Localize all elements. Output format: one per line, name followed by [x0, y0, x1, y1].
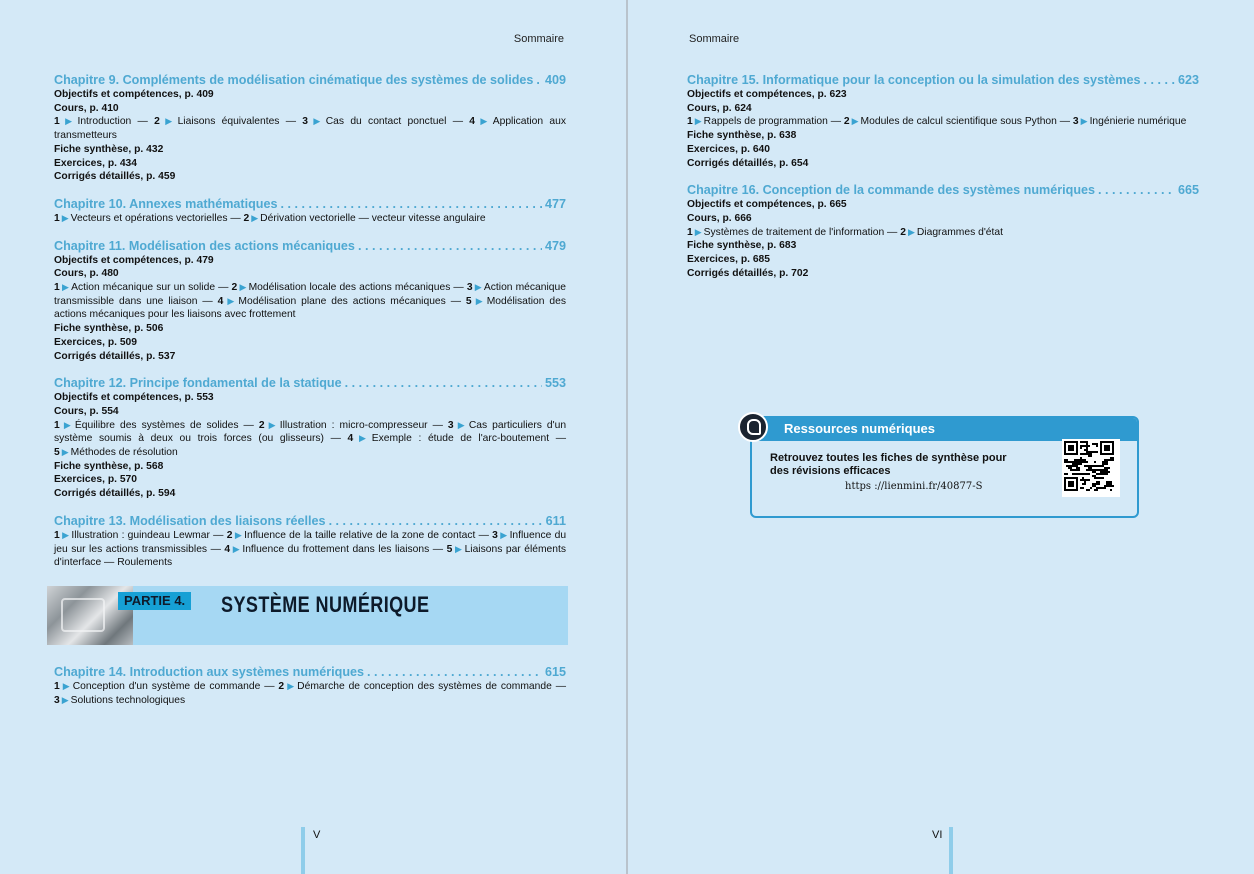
topic-text: Modélisation des actions mécaniques pour les liaisons avec frottement	[54, 295, 567, 321]
arrow-right-icon: ▶	[455, 419, 467, 430]
topic-text: Rappels de programmation —	[703, 116, 842, 128]
topic-item	[244, 213, 486, 224]
chapter-page: 611	[545, 513, 566, 528]
arrow-right-icon: ▶	[61, 419, 73, 430]
topic-text: Action mécanique transmissible dans une liaison —	[54, 282, 566, 307]
right-page	[628, 0, 1254, 874]
arrow-right-icon: ▶	[232, 543, 241, 554]
arrow-right-icon: ▶	[251, 212, 259, 223]
running-head: Sommaire	[513, 33, 564, 45]
arrow-right-icon: ▶	[61, 282, 70, 293]
chapter-title-text: Chapitre 15. Informatique pour la conception ou la simulation des systèmes	[687, 73, 1141, 87]
chapter-title[interactable]	[54, 376, 566, 391]
arrow-right-icon: ▶	[499, 529, 508, 540]
topic-text: Cas particuliers d'un système soumis à deux ou trois forces (ou glisseurs) —	[54, 419, 567, 445]
topic-item	[54, 116, 154, 127]
topic-item	[54, 681, 278, 692]
chapter-entry	[54, 665, 566, 707]
arrow-right-icon: ▶	[286, 681, 296, 691]
topic-number: 3	[492, 529, 498, 541]
topic-list	[687, 226, 1199, 240]
toc-line: Fiche synthèse, p. 432	[54, 143, 164, 155]
topic-item	[278, 681, 566, 692]
topic-list	[687, 115, 1199, 129]
topic-number: 1	[54, 419, 60, 431]
chapter-entry	[54, 197, 566, 226]
toc-line: Fiche synthèse, p. 638	[687, 130, 797, 142]
arrow-right-icon: ▶	[454, 543, 463, 554]
leader-dots	[281, 197, 542, 212]
topic-text: Cas du contact ponctuel —	[325, 116, 463, 128]
topic-list	[54, 419, 566, 460]
topic-number: 5	[465, 295, 472, 307]
topic-number: 1	[54, 529, 60, 541]
toc-line: Corrigés détaillés, p. 594	[54, 488, 176, 500]
topic-number: 1	[54, 116, 60, 128]
topic-number: 3	[302, 116, 309, 128]
topic-text: Conception d'un système de commande —	[72, 681, 275, 692]
page-number: V	[313, 829, 321, 841]
chapter-entry	[54, 376, 566, 501]
topic-text: Systèmes de traitement de l'information —	[703, 226, 898, 238]
chapter-title-text: Chapitre 10. Annexes mathématiques	[54, 196, 278, 211]
topic-text: Introduction —	[77, 116, 148, 128]
toc-line: Fiche synthèse, p. 683	[687, 240, 797, 252]
leader-dots	[1143, 73, 1175, 88]
topic-text: Méthodes de résolution	[70, 447, 178, 459]
topic-item	[900, 227, 1003, 238]
chapter-title-text: Chapitre 12. Principe fondamental de la statique	[54, 376, 342, 391]
topic-number: 3	[466, 282, 473, 294]
leader-dots	[358, 239, 542, 254]
toc-line: Objectifs et compétences, p. 553	[54, 392, 214, 404]
topic-text: Liaisons par éléments d'interface — Roulements	[54, 543, 567, 569]
topic-list	[54, 212, 566, 226]
chapter-page: 623	[1177, 73, 1199, 87]
chapter-page: 479	[544, 238, 566, 253]
topic-number: 1	[687, 116, 693, 128]
topic-item	[224, 544, 446, 555]
toc-line: Fiche synthèse, p. 568	[54, 460, 164, 472]
topic-text: Modélisation locale des actions mécaniques —	[248, 282, 464, 294]
topic-item	[844, 116, 1073, 127]
topic-number: 2	[154, 116, 160, 128]
topic-item	[54, 282, 232, 293]
topic-list	[54, 281, 566, 322]
topic-number: 2	[278, 681, 285, 692]
chapter-title[interactable]	[54, 73, 566, 88]
chapter-title-text: Chapitre 13. Modélisation des liaisons réelles	[54, 513, 326, 528]
arrow-right-icon: ▶	[239, 282, 247, 293]
topic-list	[54, 529, 566, 570]
topic-item	[232, 282, 467, 293]
topic-text: Influence du jeu sur les actions transmissibles —	[54, 529, 567, 555]
partie-banner	[47, 586, 568, 645]
topic-text: Action mécanique sur un solide —	[71, 282, 229, 294]
toc-line: Objectifs et compétences, p. 479	[54, 254, 214, 266]
toc-line: Objectifs et compétences, p. 409	[54, 89, 214, 100]
arrow-right-icon: ▶	[1080, 116, 1088, 127]
arrow-right-icon: ▶	[61, 212, 69, 223]
chapter-title[interactable]	[687, 73, 1199, 88]
arrow-right-icon: ▶	[61, 694, 69, 705]
topic-item	[687, 116, 844, 127]
toc-line: Cours, p. 410	[54, 102, 119, 114]
chapter-title[interactable]	[54, 197, 566, 212]
resources-box[interactable]	[750, 416, 1139, 518]
chapter-title-text: Chapitre 11. Modélisation des actions mécaniques	[54, 238, 355, 253]
left-page	[0, 0, 626, 874]
topic-text: Équilibre des systèmes de solides —	[74, 419, 254, 431]
topic-text: Dérivation vectorielle — vecteur vitesse angulaire	[260, 212, 486, 224]
topic-number: 5	[54, 447, 60, 459]
topic-number: 1	[54, 681, 60, 692]
toc-line: Objectifs et compétences, p. 623	[687, 89, 847, 100]
topic-number: 1	[54, 212, 60, 224]
leader-dots	[345, 376, 542, 391]
arrow-right-icon: ▶	[61, 529, 70, 540]
topic-item	[218, 296, 466, 307]
chapter-title[interactable]	[54, 239, 566, 254]
topic-text: Illustration : micro-compresseur —	[279, 419, 443, 431]
toc-line: Cours, p. 554	[54, 405, 119, 417]
toc-line: Fiche synthèse, p. 506	[54, 323, 164, 335]
topic-item	[302, 116, 469, 127]
topic-number: 2	[226, 529, 233, 541]
chapter-page: 409	[544, 73, 566, 87]
topic-item	[154, 116, 302, 127]
topic-item	[54, 695, 185, 706]
topic-number: 5	[446, 543, 453, 555]
topic-item	[259, 420, 448, 431]
arrow-right-icon: ▶	[161, 116, 176, 127]
chapter-page: 477	[544, 196, 566, 211]
topic-list	[54, 680, 566, 707]
qr-code-icon[interactable]	[1062, 439, 1120, 497]
chapter-page: 665	[1177, 183, 1199, 198]
toc-column	[54, 665, 566, 720]
partie-tag: PARTIE 4.	[118, 592, 191, 610]
toc-line: Exercices, p. 434	[54, 157, 138, 169]
arrow-right-icon: ▶	[266, 419, 278, 430]
chapter-entry	[54, 514, 566, 570]
chapter-title[interactable]	[687, 183, 1199, 198]
resources-link[interactable]: https ://lienmini.fr/40877-S	[845, 481, 983, 492]
topic-item	[227, 530, 492, 541]
arrow-right-icon: ▶	[473, 295, 485, 306]
topic-number: 2	[243, 212, 250, 224]
toc-line: Cours, p. 666	[687, 212, 752, 224]
toc-line: Corrigés détaillés, p. 702	[687, 267, 809, 279]
topic-number: 4	[469, 116, 475, 128]
toc-line: Corrigés détaillés, p. 459	[54, 171, 176, 183]
arrow-right-icon: ▶	[851, 116, 859, 127]
topic-text: Vecteurs et opérations vectorielles —	[70, 212, 241, 224]
toc-column	[54, 73, 566, 583]
resources-header	[752, 418, 1137, 441]
topic-number: 2	[231, 282, 238, 294]
arrow-right-icon: ▶	[907, 226, 915, 237]
topic-number: 2	[900, 226, 906, 238]
page-number-marker	[949, 827, 953, 874]
topic-number: 4	[224, 543, 231, 555]
leader-dots	[536, 73, 542, 88]
topic-item	[54, 530, 227, 541]
toc-line: Exercices, p. 640	[687, 143, 771, 155]
topic-number: 3	[447, 419, 454, 431]
topic-number: 4	[217, 295, 224, 307]
chapter-page: 615	[544, 665, 566, 679]
topic-number: 4	[347, 433, 354, 445]
chapter-page: 553	[544, 376, 566, 391]
arrow-right-icon: ▶	[61, 116, 76, 127]
topic-item	[54, 420, 259, 431]
topic-number: 1	[687, 226, 693, 238]
topic-item	[348, 433, 566, 444]
running-head: Sommaire	[689, 33, 740, 45]
resources-text: Retrouvez toutes les fiches de synthèse pour des révisions efficaces	[770, 452, 1007, 477]
resources-title: Ressources numériques	[784, 421, 936, 436]
page-number: VI	[932, 829, 943, 841]
topic-item	[1073, 116, 1186, 127]
chapter-entry	[687, 73, 1199, 170]
arrow-right-icon: ▶	[474, 282, 482, 293]
arrow-right-icon: ▶	[61, 447, 69, 458]
topic-text: Influence du frottement dans les liaisons —	[242, 543, 444, 555]
topic-text: Exemple : étude de l'arc-boutement —	[371, 433, 567, 445]
toc-line: Objectifs et compétences, p. 665	[687, 199, 847, 211]
topic-text: Application aux transmetteurs	[54, 116, 566, 142]
topic-number: 2	[843, 116, 850, 128]
chapter-title[interactable]	[54, 514, 566, 529]
topic-number: 2	[258, 419, 265, 431]
topic-text: Modélisation plane des actions mécaniques —	[238, 295, 461, 307]
chapter-entry	[687, 183, 1199, 280]
topic-number: 3	[54, 694, 60, 706]
chapter-title-text: Chapitre 14. Introduction aux systèmes numériques	[54, 665, 365, 679]
topic-text: Illustration : guindeau Lewmar —	[71, 529, 224, 541]
topic-text: Solutions technologiques	[70, 694, 186, 706]
partie-title: SYSTÈME NUMÉRIQUE	[221, 592, 430, 617]
toc-line: Exercices, p. 570	[54, 474, 138, 486]
arrow-right-icon: ▶	[234, 529, 243, 540]
arrow-right-icon: ▶	[225, 295, 237, 306]
toc-line: Exercices, p. 685	[687, 254, 771, 266]
leader-dots	[1098, 183, 1175, 198]
arrow-right-icon: ▶	[61, 681, 71, 691]
topic-text: Influence de la taille relative de la zone de contact —	[244, 529, 489, 541]
arrow-right-icon: ▶	[694, 226, 702, 237]
topic-item	[54, 447, 178, 458]
leader-dots	[329, 514, 543, 529]
topic-text: Modules de calcul scientifique sous Python —	[860, 116, 1071, 128]
topic-number: 1	[54, 282, 60, 294]
toc-line: Cours, p. 480	[54, 268, 119, 280]
page-number-marker	[301, 827, 305, 874]
arrow-right-icon: ▶	[477, 116, 491, 127]
toc-line: Corrigés détaillés, p. 537	[54, 350, 176, 362]
topic-text: Démarche de conception des systèmes de commande —	[297, 681, 567, 692]
topic-list	[54, 115, 566, 142]
topic-item	[687, 227, 900, 238]
touch-hand-icon	[738, 412, 768, 442]
chapter-title-text: Chapitre 16. Conception de la commande des systèmes numériques	[687, 183, 1096, 198]
topic-item	[54, 213, 244, 224]
arrow-right-icon: ▶	[355, 433, 370, 444]
leader-dots	[367, 665, 542, 680]
chapter-entry	[54, 73, 566, 184]
topic-text: Diagrammes d'état	[916, 226, 1003, 238]
topic-text: Liaisons équivalentes —	[177, 116, 297, 128]
chapter-title-text: Chapitre 9. Compléments de modélisation cinématique des systèmes de solides	[54, 73, 534, 87]
arrow-right-icon: ▶	[694, 116, 702, 127]
toc-column	[687, 73, 1199, 293]
arrow-right-icon: ▶	[310, 116, 324, 127]
topic-text: Ingénierie numérique	[1089, 116, 1187, 128]
topic-number: 3	[1072, 116, 1079, 128]
toc-line: Exercices, p. 509	[54, 336, 138, 348]
toc-line: Cours, p. 624	[687, 102, 752, 114]
chapter-entry	[54, 239, 566, 364]
toc-line: Corrigés détaillés, p. 654	[687, 157, 809, 169]
chapter-title[interactable]	[54, 665, 566, 680]
